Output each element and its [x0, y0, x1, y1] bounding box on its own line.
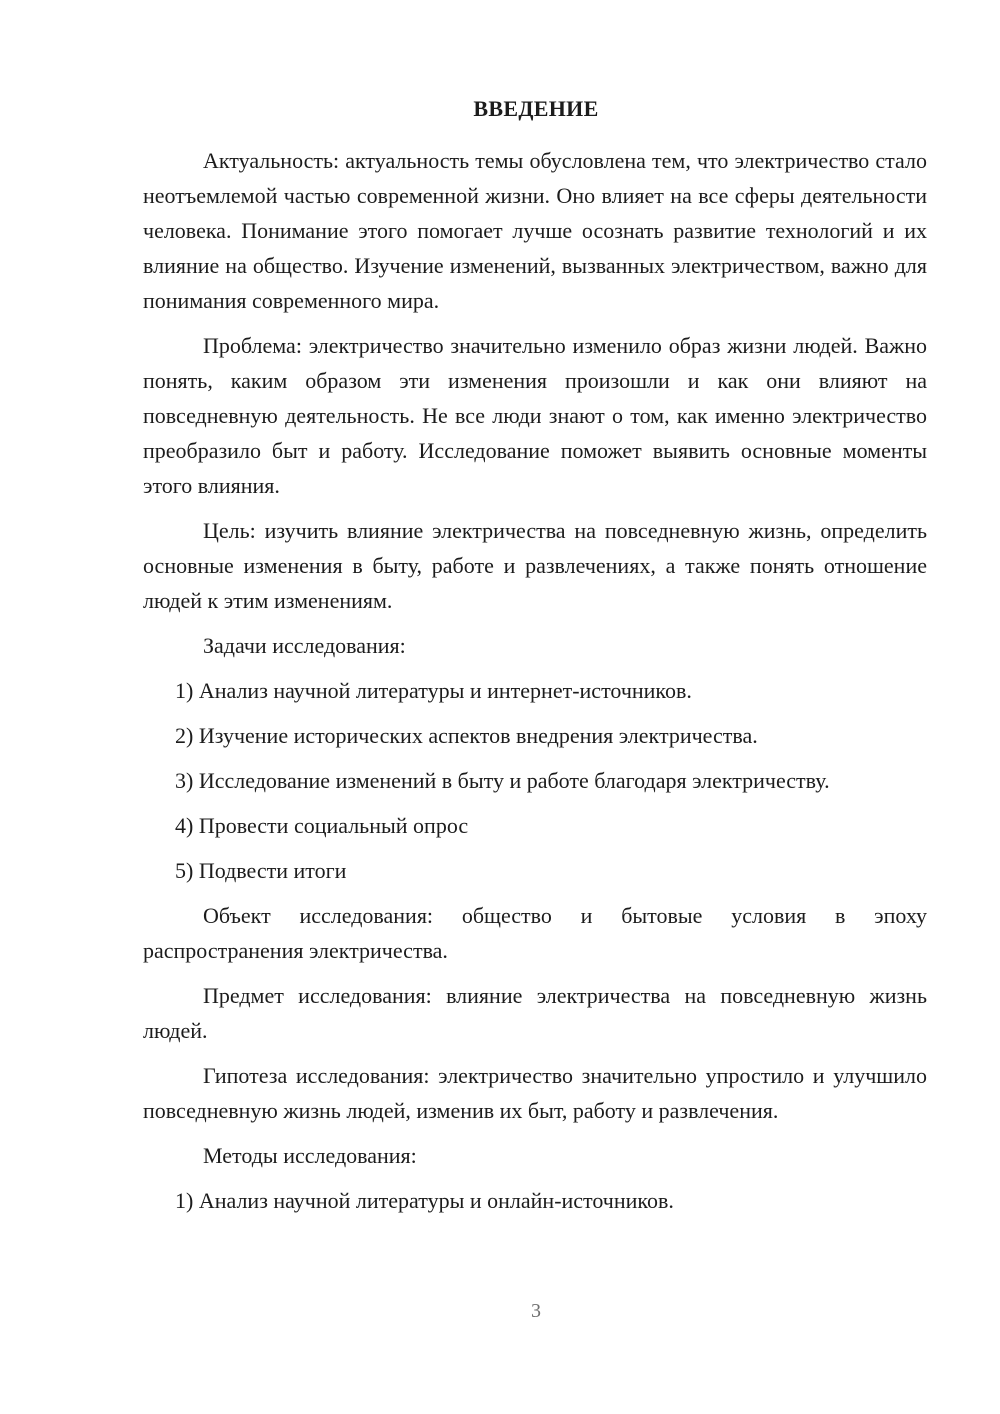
list-item-method-1: 1) Анализ научной литературы и онлайн-источников. [175, 1188, 674, 1213]
list-item-task-3: 3) Исследование изменений в быту и работе благодаря электричеству. [175, 768, 830, 793]
page-title: ВВЕДЕНИЕ [473, 96, 599, 121]
page-number: 3 [531, 1300, 541, 1322]
tasks-heading: Задачи исследования: [203, 633, 406, 658]
paragraph-object: Объект исследования: общество и бытовые условия в эпоху распространения электричества. [143, 903, 927, 963]
list-item-task-2: 2) Изучение исторических аспектов внедрения электричества. [175, 723, 758, 748]
paragraph-subject: Предмет исследования: влияние электричества на повседневную жизнь людей. [143, 983, 927, 1043]
paragraph-problem: Проблема: электричество значительно изменило образ жизни людей. Важно понять, каким образом эти изменения произошли и как они влияют на повседневную деятельность. Не все люди знают о том, как именно электричество преобразило быт и работу. Исследование поможет выявить основные моменты этого влияния. [143, 333, 927, 498]
list-item-task-1: 1) Анализ научной литературы и интернет-источников. [175, 678, 692, 703]
paragraph-relevance: Актуальность: актуальность темы обусловлена тем, что электричество стало неотъемлемой частью современной жизни. Оно влияет на все сферы деятельности человека. Понимание этого помогает лучше осознать развитие технологий и их влияние на общество. Изучение изменений, вызванных электричеством, важно для понимания современного мира. [143, 148, 927, 313]
tasks-list [143, 673, 927, 888]
paragraph-goal: Цель: изучить влияние электричества на повседневную жизнь, определить основные изменения в быту, работе и развлечениях, а также понять отношение людей к этим изменениям. [143, 518, 927, 613]
document-body [143, 143, 927, 1228]
methods-list [143, 1183, 927, 1218]
list-item-task-5: 5) Подвести итоги [175, 858, 347, 883]
paragraph-hypothesis: Гипотеза исследования: электричество значительно упростило и улучшило повседневную жизнь людей, изменив их быт, работу и развлечения. [143, 1063, 927, 1123]
methods-heading: Методы исследования: [203, 1143, 417, 1168]
list-item-task-4: 4) Провести социальный опрос [175, 813, 469, 838]
